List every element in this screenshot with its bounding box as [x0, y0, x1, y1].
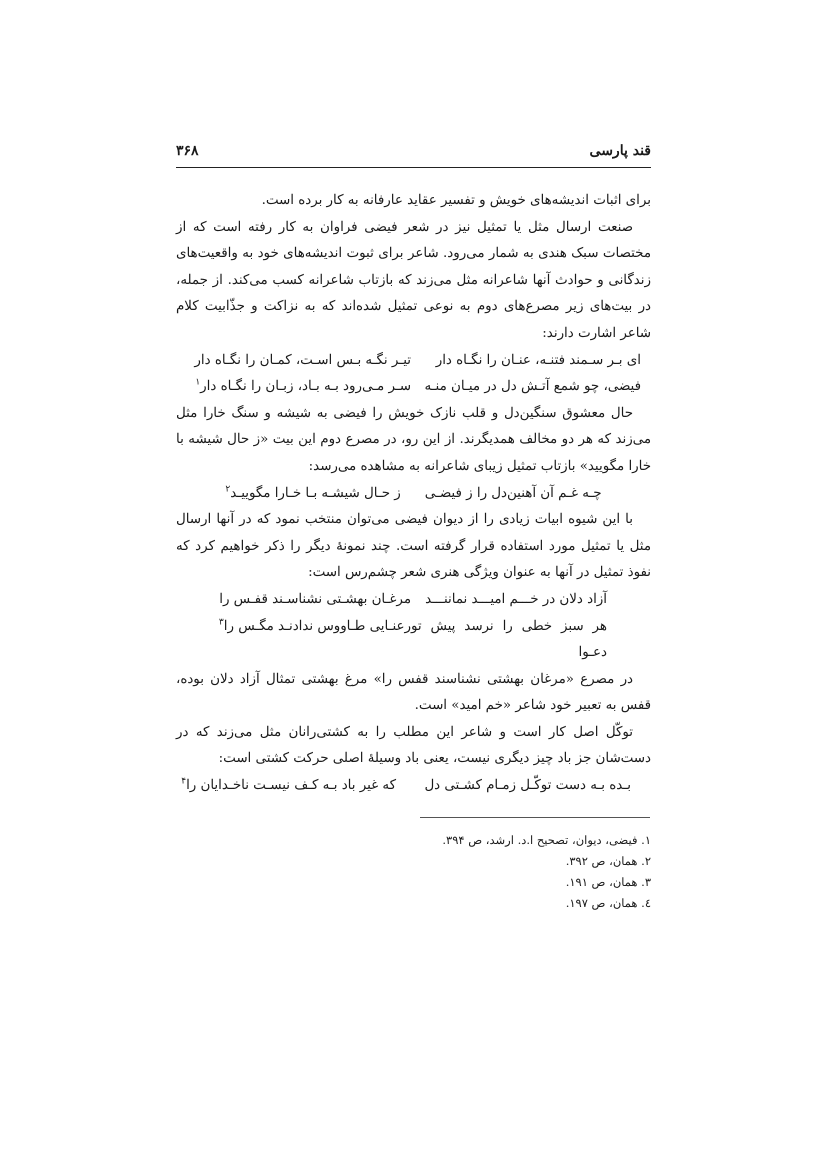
- verse-3-hemistich-1: چـه غـم آن آهنین‌دل را ز فیضـی: [424, 485, 602, 501]
- paragraph-1: برای اثبات اندیشه‌های خویش و تفسیر عقاید عارفانه به کار برده است.: [261, 193, 651, 208]
- running-title: قند پارسی: [589, 143, 651, 159]
- verse-4: [176, 587, 651, 614]
- verse-4-hemistich-1: آزاد دلان در خـــم امیـــد نماننـــد: [425, 591, 607, 607]
- verse-6: [176, 773, 651, 800]
- verse-3-hemistich-2: [225, 481, 400, 508]
- footnote-4: ٤. همان، ص ۱۹۷.: [565, 896, 651, 910]
- verse-3: [176, 481, 651, 508]
- verse-2: [176, 374, 651, 401]
- page-number: ۳۶۸: [176, 143, 199, 159]
- verse-1-hemistich-1: ای بـر سـمند فتنـه، عنـان را نگـاه دار: [435, 352, 641, 368]
- verse-5-hemistich-2-text: رعنـایی طـاووس ندادنـد مگـس را: [223, 618, 411, 634]
- running-header: [176, 143, 651, 165]
- paragraph-3: حال معشوق سنگین‌دل و قلب نازک خویش را فیضی به شیشه و سنگ خارا مثل می‌زند که هر دو مخالف همدیگرند. از این رو، در مصرع دوم این بیت «ز حال شیشه با خارا مگویید» بازتاب تمثیل زیبای شاعرانه به مشاهده می‌رسد:: [176, 405, 651, 474]
- paragraph-2: صنعت ارسال مثل یا تمثیل نیز در شعر فیضی فراوان به کار رفته است که از مختصات سبک هندی به شمار می‌رود. شاعر برای ثبوت اندیشه‌های خود به واقعیت‌های زندگانی و حوادث آنها شاعرانه مثل می‌زند که بازتاب شاعرانه کسب می‌کند. از جمله، در بیت‌های زیر مصرع‌های دوم به نوعی تمثیل شده‌اند که به نزاکت و جذّابیت کلام شاعر اشارت دارند:: [176, 219, 651, 341]
- paragraph-4: با این شیوه ابیات زیادی را از دیوان فیضی می‌توان منتخب نمود که در آنها ارسال مثل یا تمثیل مورد استفاده قرار گرفته است. چند نمونهٔ دیگر را ذکر خواهیم کرد که نفوذ تمثیل در آنها به عنوان ویژگی هنری شعر چشم‌رس است:: [176, 512, 651, 581]
- verse-5-hemistich-1: هر سبز خطی را نرسد پیش تو دعـوا: [411, 618, 607, 661]
- footnote-2: ۲. همان، ص ۳۹۲.: [565, 854, 651, 868]
- footnote-1: ۱. فیضی، دیوان، تصحیح ا.د. ارشد، ص ۳۹۴.: [442, 833, 651, 847]
- verse-2-hemistich-1: فیضی، چو شمع آتـش دل در میـان منـه: [424, 379, 641, 395]
- verse-2-hemistich-2-text: سـر مـی‌رود بـه بـاد، زبـان را نگـاه دار: [200, 379, 411, 395]
- footnote-rule: [420, 817, 650, 818]
- verse-3-hemistich-2-text: ز حـال شیشـه بـا خـارا مگوییـد: [230, 485, 401, 501]
- verse-5: [176, 614, 651, 667]
- footnote-ref-1[interactable]: ۱: [195, 377, 201, 388]
- header-rule: [176, 167, 651, 168]
- footnote-ref-3[interactable]: ۳: [218, 617, 224, 628]
- verse-6-hemistich-1: بـده بـه دست توکّـل زمـام کشـتی دل: [424, 778, 631, 794]
- verse-4-hemistich-2: مرغـان بهشـتی نشناسـند قفـس را: [219, 591, 411, 607]
- verse-2-hemistich-2: [195, 374, 411, 401]
- body-text: [176, 188, 651, 800]
- verse-5-hemistich-2: [219, 614, 411, 667]
- verse-6-hemistich-2: [181, 773, 396, 800]
- footnote-3: ۳. همان، ص ۱۹۱.: [565, 875, 651, 889]
- footnote-ref-4[interactable]: ۴: [181, 776, 187, 787]
- verse-1: [176, 348, 651, 375]
- footnotes: [176, 830, 651, 914]
- paragraph-5: در مصرع «مرغان بهشتی نشناسند قفس را» مرغ بهشتی تمثال آزاد دلان بوده، قفس به تعبیر خود شاعر «خم امید» است.: [176, 671, 651, 714]
- verse-1-hemistich-2: تیـر نگـه بـس اسـت، کمـان را نگـاه دار: [194, 352, 411, 368]
- footnote-ref-2[interactable]: ۲: [225, 484, 231, 495]
- paragraph-6: توکّل اصل کار است و شاعر این مطلب را به کشتی‌رانان مثل می‌زند که در دست‌شان جز باد چیز دیگری نیست، یعنی باد وسیلهٔ اصلی حرکت کشتی است:: [176, 724, 651, 767]
- verse-6-hemistich-2-text: که غیر باد بـه کـف نیسـت ناخـدایان را: [186, 778, 396, 794]
